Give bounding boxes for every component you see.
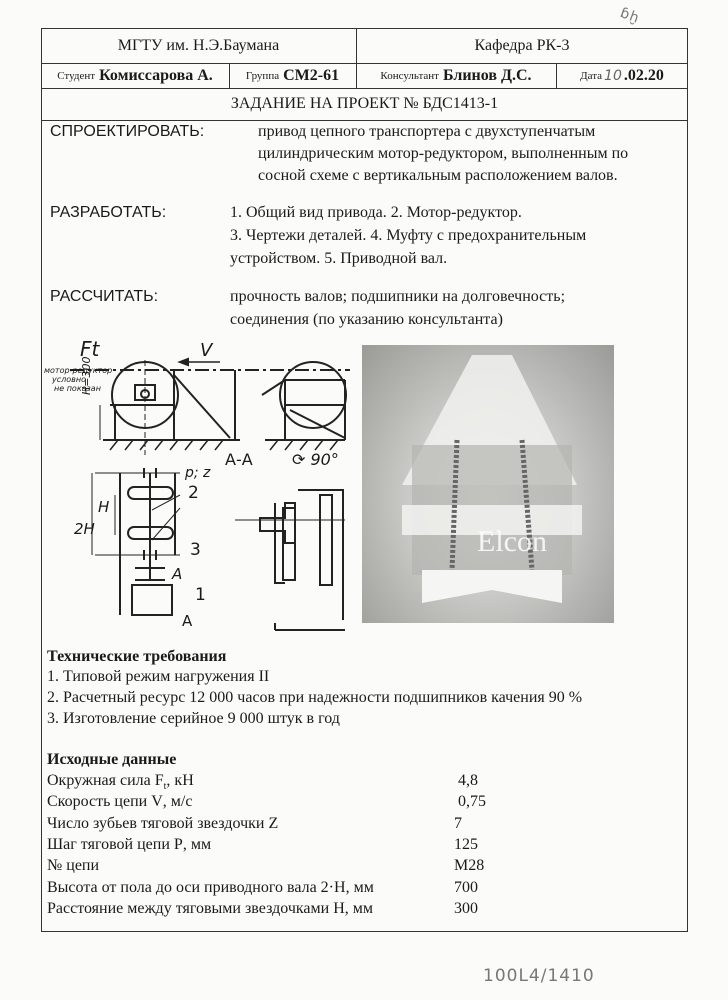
- callout-3: 3: [190, 540, 201, 560]
- design-line: сосной схеме с вертикальным расположением валов.: [258, 167, 618, 184]
- label-text: Высота от пола до оси приводного вала 2·H: [47, 878, 346, 896]
- tech-heading: Технические требования: [47, 648, 227, 665]
- consultant-field: [356, 63, 556, 88]
- data-row-value: 300: [454, 899, 478, 917]
- data-row-value: М28: [454, 857, 485, 875]
- velocity-label: V: [200, 340, 213, 361]
- tech-item: 1. Типовой режим нагружения II: [47, 668, 270, 685]
- section-mark-a: А: [172, 565, 183, 583]
- university-name: МГТУ им. Н.Э.Баумана: [117, 36, 280, 54]
- develop-line: 1. Общий вид привода. 2. Мотор-редуктор.: [230, 204, 522, 221]
- develop-line: устройством. 5. Приводной вал.: [230, 250, 448, 267]
- data-row-value: 0,75: [458, 793, 486, 811]
- 2h-dim: 2H: [74, 520, 95, 538]
- label-subscript: t: [163, 781, 167, 793]
- student-field: [41, 63, 229, 88]
- date-label: Дата: [580, 69, 603, 82]
- callout-1: 1: [195, 585, 206, 605]
- group-label: Группа: [245, 69, 280, 82]
- conveyor-photo: [362, 345, 614, 623]
- data-row-label: [47, 815, 278, 835]
- data-row-label: [47, 857, 99, 877]
- label-unit: , мм: [344, 899, 373, 917]
- data-row-value: 7: [454, 814, 462, 832]
- label-text: № цепи: [47, 857, 100, 875]
- data-row-label: [47, 772, 194, 792]
- motor-note-line: мотор-редуктор: [44, 366, 113, 375]
- label-unit: , мм: [345, 878, 374, 896]
- design-line: привод цепного транспортера с двухступенчатым: [258, 123, 596, 140]
- section-label: А-А: [225, 450, 253, 469]
- motor-note-line: не показан: [54, 384, 101, 393]
- assignment-title: ЗАДАНИЕ НА ПРОЕКТ № БДС1413-1: [230, 95, 499, 112]
- data-row-label: [47, 879, 374, 899]
- data-row-value: 700: [454, 878, 478, 896]
- h-dim: H: [98, 498, 110, 516]
- date-value: .02.20: [623, 66, 664, 84]
- callout-2: 2: [188, 483, 199, 503]
- student-label: Студент: [57, 69, 96, 82]
- label-text: Скорость цепи V: [47, 793, 163, 811]
- group-field: [229, 63, 356, 88]
- section-mark-a-bottom: А: [182, 612, 193, 630]
- handwritten-footer: 100L4/1410: [483, 966, 595, 986]
- date-field: [556, 63, 688, 88]
- group-value: СМ2-61: [283, 66, 340, 84]
- label-text: Шаг тяговой цепи P: [47, 835, 183, 853]
- calculate-label: РАССЧИТАТЬ:: [50, 288, 159, 305]
- ft-label: Ft: [80, 337, 100, 361]
- design-label: СПРОЕКТИРОВАТЬ:: [50, 123, 205, 140]
- department-name: Кафедра РК-3: [474, 36, 570, 54]
- h300-label: H=300: [80, 356, 93, 395]
- calculate-line: прочность валов; подшипники на долговечность;: [230, 288, 566, 305]
- label-unit: , м/с: [162, 793, 193, 811]
- tech-item: 2. Расчетный ресурс 12 000 часов при надежности подшипников качения 90 %: [47, 689, 583, 706]
- data-row-label: [47, 836, 211, 856]
- photo-watermark: Elcon: [477, 525, 547, 558]
- label-unit: , кН: [166, 772, 194, 789]
- motor-note: [44, 366, 112, 393]
- data-row-label: [47, 793, 192, 813]
- label-unit: , мм: [182, 835, 212, 853]
- label-text: Число зубьев тяговой звездочки Z: [47, 814, 279, 832]
- consultant-label: Консультант: [380, 69, 439, 82]
- motor-note-line: условно: [52, 375, 86, 384]
- data-row-label: [47, 900, 373, 920]
- initial-heading: Исходные данные: [47, 751, 177, 768]
- calculate-line: соединения (по указанию консультанта): [230, 311, 503, 328]
- develop-line: 3. Чертежи деталей. 4. Муфту с предохранительным: [230, 227, 587, 244]
- data-row-value: 125: [454, 835, 478, 853]
- conveyor-illustration: [362, 345, 614, 623]
- date-handwritten: 10: [604, 67, 622, 84]
- design-line: цилиндрическим мотор-редуктором, выполненным по: [258, 145, 629, 162]
- divider: [41, 120, 688, 121]
- pz-label: p; z: [185, 465, 211, 481]
- handwritten-scribble: ɓḫ: [617, 5, 642, 27]
- label-text: Расстояние между тяговыми звездочками H: [47, 899, 345, 917]
- rotation-label: ⟳ 90°: [292, 450, 339, 469]
- tech-item: 3. Изготовление серийное 9 000 штук в год: [47, 710, 340, 727]
- student-name: Комиссарова А.: [99, 66, 213, 84]
- data-row-value: 4,8: [458, 772, 478, 789]
- rotation-value: 90°: [310, 450, 339, 469]
- develop-label: РАЗРАБОТАТЬ:: [50, 204, 167, 221]
- consultant-name: Блинов Д.С.: [442, 66, 532, 84]
- label-text: Окружная сила F: [47, 772, 164, 789]
